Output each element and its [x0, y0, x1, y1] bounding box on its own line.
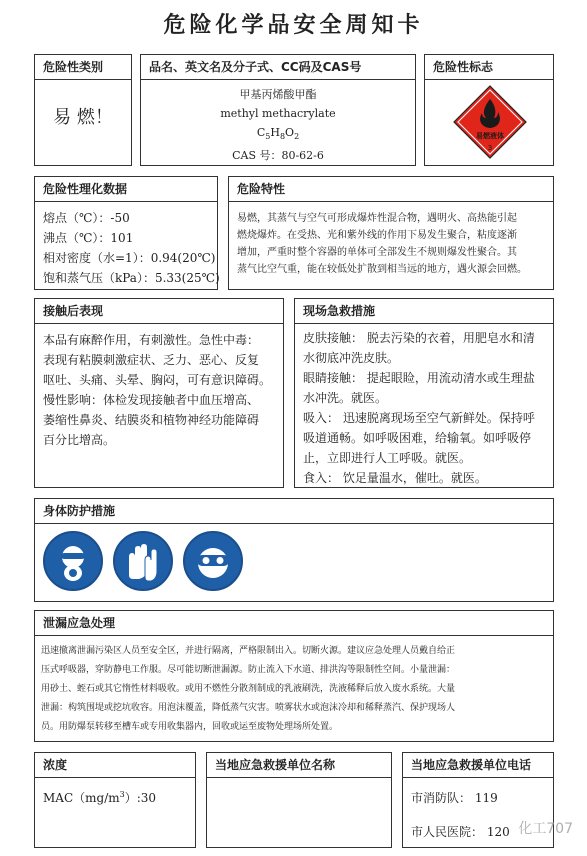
svg-text:易燃液体: 易燃液体 — [476, 132, 504, 140]
svg-text:3: 3 — [487, 144, 493, 152]
spill-line: 用砂土、蛭石或其它惰性材料吸收。或用不燃性分散剂制成的乳液刷洗，洗液稀释后放入废水系统。大量 — [41, 684, 456, 694]
concentration-box — [34, 752, 196, 848]
first-aid-line: 吸道通畅。如呼吸困难，给输氧。如呼吸停 — [303, 431, 532, 445]
first-aid-box — [294, 298, 554, 488]
names-content — [141, 85, 415, 165]
flammable-liquid-sign-icon — [453, 85, 527, 159]
spill-line: 压式呼吸器，穿防静电工作服。尽可能切断泄漏源。防止流入下水道、排洪沟等限制性空间。小量泄漏： — [41, 665, 456, 675]
physchem-list — [35, 202, 220, 289]
hazard-category-header: 危险性类别 — [35, 55, 131, 80]
exposure-line: 本品有麻醉作用，有刺激性。急性中毒： — [43, 333, 260, 347]
first-aid-line: 皮肤接触： 脱去污染的衣着，用肥皂水和清 — [303, 331, 535, 345]
mac-value: $MAC(mg/m^3):30$ — [43, 790, 157, 805]
first-aid-line: 水冲洗。就医。 — [303, 391, 388, 405]
physchem-header: 危险性理化数据 — [35, 177, 217, 202]
names-box — [140, 54, 416, 166]
hazard-props-line: 增加，严重时整个容器的单体可全部发生不规则爆发性聚合。其 — [237, 247, 517, 258]
hazard-category-box — [34, 54, 132, 166]
local-unit-box — [206, 752, 392, 848]
goggles-icon — [183, 531, 243, 591]
first-aid-line: 吸入： 迅速脱离现场至空气新鲜处。保持呼 — [303, 411, 535, 425]
exposure-line: 呕吐、头痛、头晕、胸闷，可有意识障碍。 — [43, 373, 272, 387]
exposure-header: 接触后表现 — [35, 299, 283, 324]
physchem-line: 沸点（℃）：101 — [43, 231, 134, 245]
names-header: 品名、英文名及分子式、CC码及CAS号 — [141, 55, 415, 80]
molecular-formula: $C_5H_8O_2$ — [256, 126, 300, 142]
spill-box — [34, 610, 554, 742]
hazard-props-line: 蒸气比空气重，能在较低处扩散到相当远的地方，遇火源会回燃。 — [237, 264, 527, 275]
hazard-label-box — [424, 54, 554, 166]
local-unit-header: 当地应急救援单位名称 — [207, 753, 391, 778]
spill-header: 泄漏应急处理 — [35, 611, 553, 636]
protection-header: 身体防护措施 — [35, 499, 553, 524]
physchem-line: 熔点（℃）：-50 — [43, 211, 130, 225]
exposure-line: 表现有粘膜刺激症状、乏力、恶心、反复 — [43, 353, 260, 367]
spill-text — [35, 636, 553, 741]
exposure-box — [34, 298, 284, 488]
first-aid-line: 食入： 饮足量温水，催吐。就医。 — [303, 471, 487, 485]
respirator-icon — [43, 531, 103, 591]
first-aid-header: 现场急救措施 — [295, 299, 553, 324]
watermark: 化工707 — [518, 821, 573, 837]
exposure-line: 百分比增高。 — [43, 433, 116, 447]
spill-line: 泄漏：构筑围堤或挖坑收容。用泡沫覆盖，降低蒸气灾害。喷雾状水或泡沫冷却和稀释蒸汽、保护现场人 — [41, 703, 456, 713]
hazard-props-line: 燃烧爆炸。在受热、光和紫外线的作用下易发生聚合，粘度逐渐 — [237, 230, 517, 241]
protection-box — [34, 498, 554, 602]
exposure-text — [35, 324, 283, 487]
first-aid-line: 止，立即进行人工呼吸。就医。 — [303, 451, 472, 465]
concentration-header: 浓度 — [35, 753, 195, 778]
chemical-en-name: methyl methacrylate — [220, 107, 336, 120]
fire-phone: 市消防队： 119 — [411, 791, 498, 805]
spill-line: 迅速撤离泄漏污染区人员至安全区，并进行隔离，严格限制出入。切断火源。建议应急处理人员戴自给正 — [41, 646, 456, 656]
exposure-line: 慢性影响：体检发现接触者中血压增高、 — [43, 393, 260, 407]
local-phone-header: 当地应急救援单位电话 — [403, 753, 553, 778]
physchem-line: 相对密度（水=1）：0.94(20℃) — [43, 251, 216, 265]
first-aid-line: 眼睛接触： 提起眼睑，用流动清水或生理盐 — [303, 371, 535, 385]
hazard-category-value: 易 燃！ — [53, 107, 113, 128]
hospital-phone: 市人民医院： 120 — [411, 825, 510, 839]
page-title: 危险化学品安全周知卡 — [163, 13, 424, 38]
first-aid-text — [295, 324, 553, 487]
hazard-props-line: 易燃，其蒸气与空气可形成爆炸性混合物，遇明火、高热能引起 — [237, 213, 517, 224]
cas-number: CAS 号：80-62-6 — [232, 149, 324, 163]
physchem-line: 饱和蒸气压（kPa）：5.33(25℃) — [43, 271, 220, 285]
spill-line: 员。用防爆泵转移至槽车或专用收集器内，回收或运至废物处理场所处置。 — [41, 722, 339, 732]
chemical-cn-name: 甲基丙烯酸甲酯 — [239, 88, 317, 101]
hazard-props-header: 危险特性 — [229, 177, 553, 202]
hazard-label-header: 危险性标志 — [425, 55, 553, 80]
gloves-icon — [113, 531, 173, 591]
hazard-props-text — [229, 202, 553, 289]
physchem-box — [34, 176, 218, 290]
first-aid-line: 水彻底冲洗皮肤。 — [303, 351, 400, 365]
exposure-line: 萎缩性鼻炎、结膜炎和植物神经功能障碍 — [43, 413, 260, 427]
hazard-props-box — [228, 176, 554, 290]
